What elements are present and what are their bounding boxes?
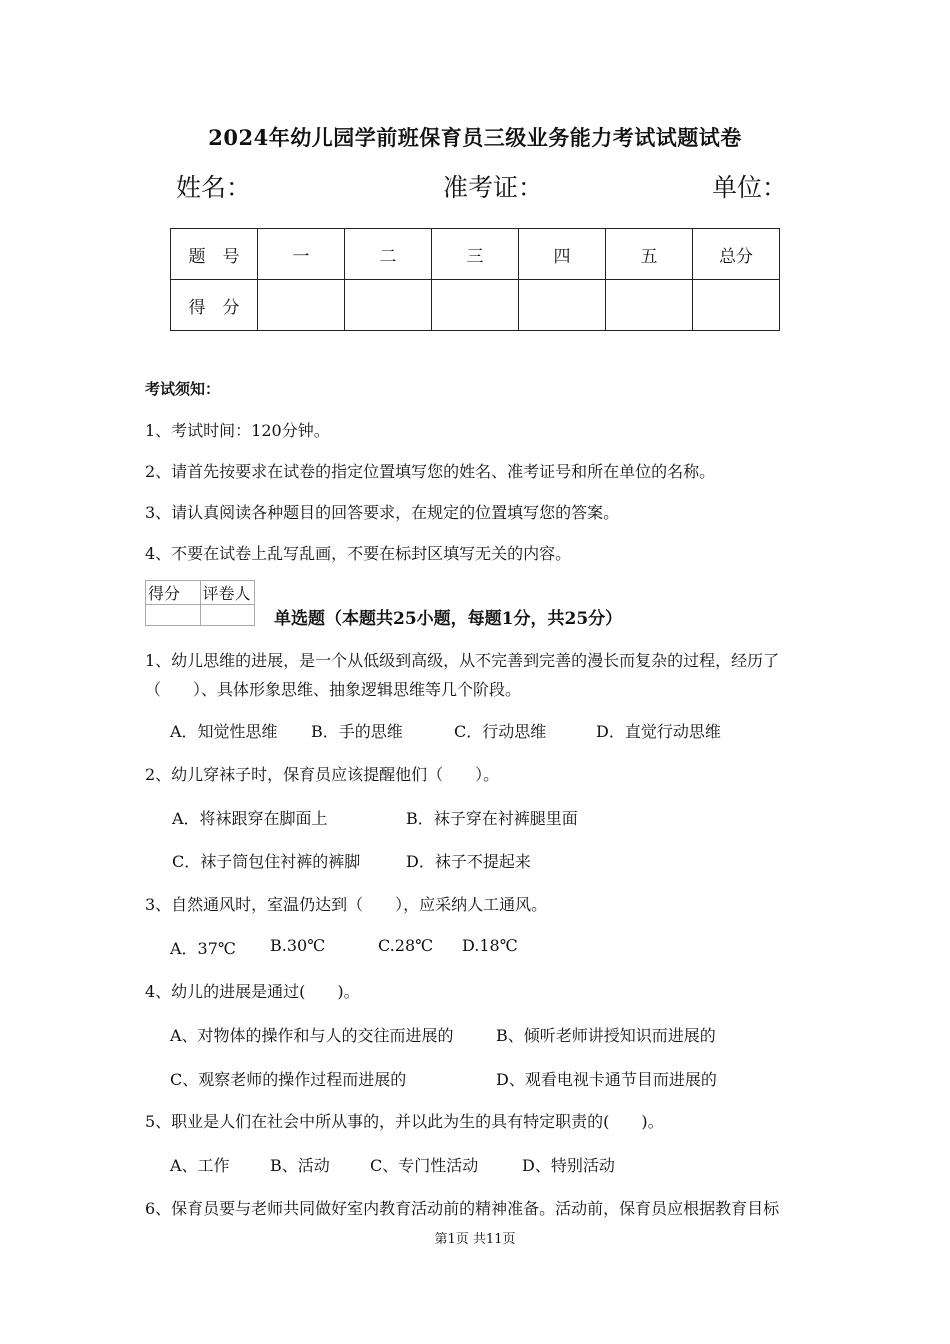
question-1-option-d[interactable]: D．直觉行动思维 (596, 722, 721, 741)
score-cell[interactable] (519, 280, 606, 331)
score-cell[interactable] (258, 280, 345, 331)
question-5-option-c[interactable]: C、专门性活动 (370, 1156, 479, 1175)
question-1-option-c[interactable]: C．行动思维 (454, 722, 547, 741)
question-4-text: 4、幼儿的进展是通过( )。 (145, 982, 360, 1001)
notice-heading: 考试须知： (145, 380, 221, 398)
question-3-option-c[interactable]: C.28℃ (378, 936, 434, 955)
question-1-option-b[interactable]: B．手的思维 (311, 722, 403, 741)
question-3-option-a[interactable]: A．37℃ (170, 939, 236, 958)
notice-item: 4、不要在试卷上乱写乱画，不要在标封区填写无关的内容。 (145, 544, 572, 563)
score-header-cell: 二 (345, 229, 432, 280)
question-5-option-d[interactable]: D、特别活动 (522, 1156, 615, 1175)
question-5-option-a[interactable]: A、工作 (170, 1156, 230, 1175)
score-cell[interactable] (693, 280, 780, 331)
grader-name-cell[interactable] (200, 605, 255, 626)
score-header-cell: 题 号 (171, 229, 258, 280)
score-header-cell: 三 (432, 229, 519, 280)
score-cell[interactable] (345, 280, 432, 331)
page-footer: 第1页 共11页 (434, 1232, 516, 1247)
question-6-text: 6、保育员要与老师共同做好室内教育活动前的精神准备。活动前，保育员应根据教育目标 (145, 1199, 780, 1218)
unit-field-label: 单位： (712, 173, 788, 202)
grader-score-cell[interactable] (146, 605, 201, 626)
question-2-option-d[interactable]: D．袜子不提起来 (406, 852, 531, 871)
question-3-option-d[interactable]: D.18℃ (462, 936, 518, 955)
question-4-option-a[interactable]: A、对物体的操作和与人的交往而进展的 (170, 1026, 454, 1045)
score-header-cell: 四 (519, 229, 606, 280)
question-4-option-d[interactable]: D、观看电视卡通节目而进展的 (496, 1070, 717, 1089)
notice-item: 3、请认真阅读各种题目的回答要求，在规定的位置填写您的答案。 (145, 503, 620, 522)
score-cell[interactable] (606, 280, 693, 331)
score-header-cell: 一 (258, 229, 345, 280)
question-5-option-b[interactable]: B、活动 (270, 1156, 330, 1175)
question-2-option-a[interactable]: A．将袜跟穿在脚面上 (172, 809, 328, 828)
notice-item: 1、考试时间：120分钟。 (145, 421, 330, 440)
exam-id-field-label: 准考证： (443, 173, 544, 202)
question-5-text: 5、职业是人们在社会中所从事的，并以此为生的具有特定职责的( )。 (145, 1112, 664, 1131)
question-1-option-a[interactable]: A．知觉性思维 (170, 722, 278, 741)
notice-item: 2、请首先按要求在试卷的指定位置填写您的姓名、准考证号和所在单位的名称。 (145, 462, 716, 481)
question-2-option-c[interactable]: C．袜子筒包住衬裤的裤脚 (172, 852, 361, 871)
score-row-label: 得 分 (171, 280, 258, 331)
score-cell[interactable] (432, 280, 519, 331)
question-2-option-b[interactable]: B．袜子穿在衬裤腿里面 (406, 809, 578, 828)
score-table-score-row (171, 280, 780, 331)
question-4-option-c[interactable]: C、观察老师的操作过程而进展的 (170, 1070, 407, 1089)
section-title: 单选题（本题共25小题，每题1分，共25分） (274, 609, 623, 629)
name-field-label: 姓名： (176, 173, 252, 202)
question-1-text-cont: （ ）、具体形象思维、抽象逻辑思维等几个阶段。 (145, 680, 522, 699)
question-3-option-b[interactable]: B.30℃ (270, 936, 326, 955)
question-4-option-b[interactable]: B、倾听老师讲授知识而进展的 (496, 1026, 716, 1045)
question-1-text: 1、幼儿思维的进展，是一个从低级到高级，从不完善到完善的漫长而复杂的过程，经历了 (145, 651, 780, 670)
grader-score-label: 得分 (146, 581, 201, 605)
score-table-header-row (171, 229, 780, 280)
question-2-text: 2、幼儿穿袜子时，保育员应该提醒他们（ ）。 (145, 765, 500, 784)
score-table (170, 228, 780, 331)
page-title: 2024年幼儿园学前班保育员三级业务能力考试试题试卷 (208, 125, 742, 150)
score-header-cell: 总分 (693, 229, 780, 280)
grader-table (145, 580, 255, 626)
question-3-text: 3、自然通风时，室温仍达到（ ），应采纳人工通风。 (145, 895, 548, 914)
score-header-cell: 五 (606, 229, 693, 280)
grader-name-label: 评卷人 (200, 581, 255, 605)
